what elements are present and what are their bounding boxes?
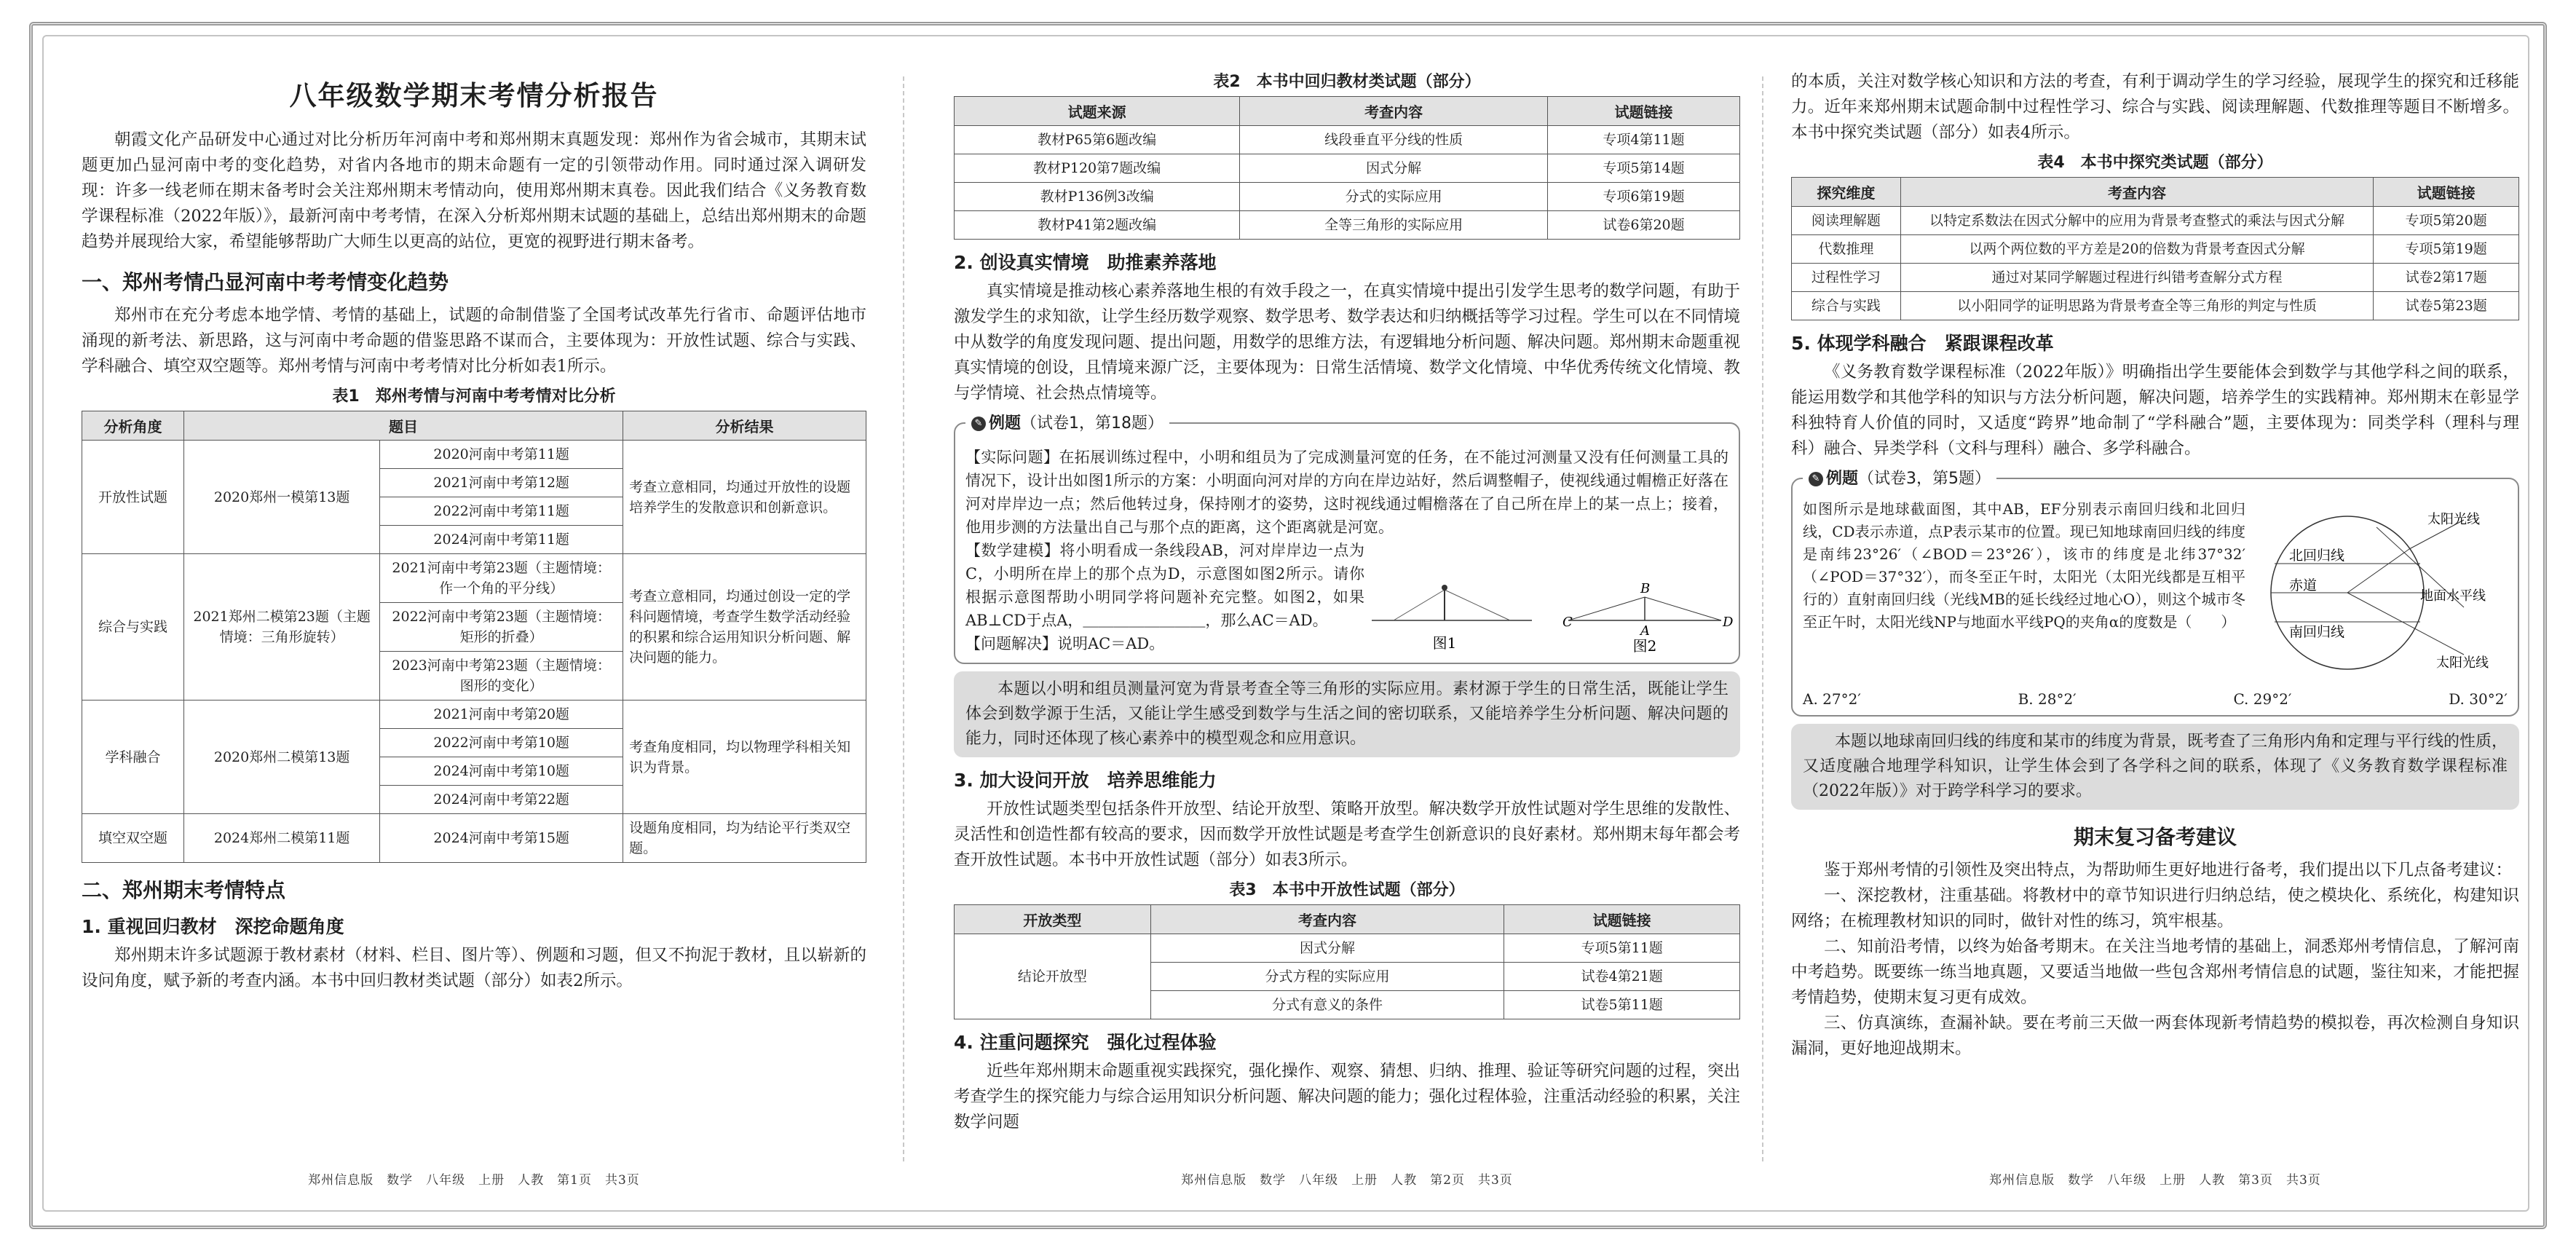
table-cell: 通过对某同学解题过程进行纠错考查解分式方程 xyxy=(1900,264,2373,292)
table-caption: 表3 本书中开放性试题（部分） xyxy=(1229,881,1465,899)
page-footer: 郑州信息版 数学 八年级 上册 人教 第2页 共3页 xyxy=(1181,1173,1513,1188)
figure-label: 太阳光线 xyxy=(2436,655,2489,671)
subsection-heading: 1. 重视回归教材 深挖命题角度 xyxy=(82,916,344,937)
example-body xyxy=(1803,498,2508,687)
table-caption: 表1 郑州考情与河南中考考情对比分析 xyxy=(332,387,616,406)
textbook-table xyxy=(954,96,1740,240)
table-cell: 以小阳同学的证明思路为背景考查全等三角形的判定与性质 xyxy=(1900,292,2373,320)
table-cell: 考查立意相同，均通过开放性的设题培养学生的发散意识和创新意识。 xyxy=(623,441,866,554)
table-cell: 试卷6第20题 xyxy=(1548,211,1740,240)
table-cell: 试卷4第21题 xyxy=(1504,963,1740,991)
example-text: 【实际问题】在拓展训练过程中，小明和组员为了完成测量河宽的任务，在不能过河测量又没有任何测量工具的情况下，设计出如图1所示的方案：小明面向河对岸的方向在岸边站好，然后调整帽子，使视线通过帽檐正好落在河对岸岸边一点；然后他转过身，保持刚才的姿势，这时视线通过帽檐落在了自己所在岸上的某一点上；接着，他用步测的方法量出自己与那个点的距离，这个距离就是河宽。 xyxy=(965,449,1728,536)
example-text: 如图所示是地球截面图，其中AB，EF分别表示南回归线和北回归线，CD表示赤道，点P表示某市的位置。现已知地球南回归线的纬度是南纬23°26′（∠BOD＝23°26′），该市的纬度是北纬37°32′（∠POD＝37°32′），而冬至正午时，太阳光（太阳光线都是互相平行的）直射南回归线（光线MB的延长线经过地心O），则这个城市冬至正午时，太阳光线NP与地面水平线PQ的夹角α的度数是（ ） xyxy=(1803,500,2245,631)
table-header: 分析结果 xyxy=(623,411,866,441)
table-cell: 综合与实践 xyxy=(1792,292,1901,320)
table-cell: 2022河南中考第23题（主题情境：矩形的折叠） xyxy=(380,603,623,652)
table-cell: 学科融合 xyxy=(82,701,184,814)
note-text: 本题以小明和组员测量河宽为背景考查全等三角形的实际应用。素材源于学生的日常生活，既能让学生体会到数学源于生活，又能让学生感受到数学与生活之间的密切联系，又能培养学生分析问题、解决问题的能力，同时还体现了核心素养中的模型观念和应用意识。 xyxy=(965,680,1728,748)
table-cell: 2024河南中考第15题 xyxy=(380,814,623,863)
table-cell: 2020郑州一模第13题 xyxy=(184,441,380,554)
table-cell: 教材P136例3改编 xyxy=(955,183,1240,211)
analysis-note xyxy=(1791,724,2519,810)
figure-label: 太阳光线 xyxy=(2427,512,2480,527)
table-header: 试题来源 xyxy=(955,97,1240,126)
page-title: 八年级数学期末考情分析报告 xyxy=(289,80,659,111)
table-cell: 综合与实践 xyxy=(82,554,184,701)
paragraph: 郑州期末许多试题源于教材素材（材料、栏目、图片等）、例题和习题，但又不拘泥于教材，且以崭新的设问角度，赋予新的考查内涵。本书中回归教材类试题（部分）如表2所示。 xyxy=(82,946,866,990)
table-cell: 分式方程的实际应用 xyxy=(1150,963,1504,991)
open-question-table xyxy=(954,904,1740,1019)
table-header: 考查内容 xyxy=(1240,97,1548,126)
river-width-figures xyxy=(1364,575,1734,655)
example-source: （试卷3，第5题） xyxy=(1858,470,1991,488)
table-header: 试题链接 xyxy=(1548,97,1740,126)
paragraph: 真实情境是推动核心素养落地生根的有效手段之一，在真实情境中提出引发学生思考的数学问题，有助于激发学生的求知欲，让学生经历数学观察、数学思考、数学表达和归纳概括等学习过程。学生可以在不同情境中从数学的角度发现问题、提出问题，用数学的思维方法，有逻辑地分析问题、解决问题。郑州期末命题重视真实情境的创设，且情境来源广泛，主要体现为：日常生活情境、数学文化情境、中华优秀传统文化情境、教与学情境、社会热点情境等。 xyxy=(954,282,1741,403)
tip-item: 一、深挖教材，注重基础。将教材中的章节知识进行归纳总结，使之模块化、系统化，构建知识网络；在梳理教材知识的同时，做针对性的练习，筑牢根基。 xyxy=(1791,886,2519,931)
example-box xyxy=(954,414,1740,664)
table-cell: 以两个两位数的平方差是20的倍数为背景考查因式分解 xyxy=(1900,235,2373,264)
table-cell: 分式的实际应用 xyxy=(1240,183,1548,211)
table-cell: 教材P65第6题改编 xyxy=(955,126,1240,154)
example-body xyxy=(965,539,1734,655)
tip-item: 三、仿真演练，查漏补缺。要在考前三天做一两套体现新考情趋势的模拟卷，再次检测自身知识漏洞，更好地迎战期末。 xyxy=(1791,1014,2519,1058)
column-divider xyxy=(1762,76,1763,1161)
person-head-icon xyxy=(1442,585,1447,591)
point-label: B xyxy=(1640,581,1651,596)
table-header: 考查内容 xyxy=(1150,905,1504,934)
example-label: 例题 xyxy=(1826,470,1859,488)
paragraph: 近些年郑州期末命题重视实践探究，强化操作、观察、猜想、归纳、推理、验证等研究问题的过程，突出考查学生的探究能力与综合运用知识分析问题、解决问题的能力；强化过程体验，注重活动经验的积累，关注数学问题 xyxy=(954,1062,1741,1132)
table-caption: 表2 本书中回归教材类试题（部分） xyxy=(1213,73,1481,91)
figure-caption: 图2 xyxy=(1632,637,1657,655)
table-cell: 线段垂直平分线的性质 xyxy=(1240,126,1548,154)
point-label: A xyxy=(1640,623,1650,639)
example-source: （试卷1，第18题） xyxy=(1021,414,1164,433)
note-text: 本题以地球南回归线的纬度和某市的纬度为背景，既考查了三角形内角和定理与平行线的性质，又适度融合地理学科知识，让学生体会到了各学科之间的联系，体现了《义务教育数学课程标准（2022年版）》对于跨学科学习的要求。 xyxy=(1803,733,2508,800)
paragraph: 郑州市在充分考虑本地学情、考情的基础上，试题的命制借鉴了全国考试改革先行省市、命题评估地市涌现的新考法、新思路，这与河南中考命题的借鉴思路不谋而合，主要体现为：开放性试题、综合与实践、学科融合、填空双空题等。郑州考情与河南中考考情对比分析如表1所示。 xyxy=(82,306,866,376)
example-box xyxy=(1791,470,2519,717)
example-text-wrap xyxy=(965,539,1364,655)
table-cell: 以特定系数法在因式分解中的应用为背景考查整式的乘法与因式分解 xyxy=(1900,207,2373,235)
table-cell: 专项5第11题 xyxy=(1504,934,1740,963)
option-item: A. 27°2′ xyxy=(1803,690,1861,708)
figure-1 xyxy=(1372,585,1532,652)
page-footer: 郑州信息版 数学 八年级 上册 人教 第1页 共3页 xyxy=(308,1173,640,1188)
figure-label: 南回归线 xyxy=(2289,624,2345,640)
table-cell: 考查角度相同，均以物理学科相关知识为背景。 xyxy=(623,701,866,814)
table-header: 考查内容 xyxy=(1900,178,2373,207)
segment-bd xyxy=(1645,597,1721,620)
radius-op xyxy=(2347,549,2409,593)
figure-2 xyxy=(1562,581,1734,655)
table-cell: 2021河南中考第20题 xyxy=(380,701,623,729)
figure-label: 地面水平线 xyxy=(2420,588,2486,604)
option-list xyxy=(1803,690,2508,708)
section-heading: 二、郑州期末考情特点 xyxy=(82,878,286,902)
table-cell: 专项5第20题 xyxy=(2374,207,2519,235)
example-icon: ✎ xyxy=(971,417,986,431)
table-cell: 教材P41第2题改编 xyxy=(955,211,1240,240)
tip-item: 二、知前沿考情，以终为始备考期末。在关注当地考情的基础上，洞悉郑州考情信息，了解河南中考趋势。既要练一练当地真题，又要适当地做一些包含郑州考情信息的试题，鉴往知来，才能把握考情趋势，使期末复习更有成效。 xyxy=(1791,937,2519,1007)
table-cell: 教材P120第7题改编 xyxy=(955,154,1240,183)
comparison-table xyxy=(82,411,866,863)
table-cell: 阅读理解题 xyxy=(1792,207,1901,235)
inquiry-table xyxy=(1791,177,2519,320)
table-header: 试题链接 xyxy=(1504,905,1740,934)
analysis-note xyxy=(954,671,1740,757)
option-item: D. 30°2′ xyxy=(2449,690,2508,708)
table-cell: 设题角度相同，均为结论平行类双空题。 xyxy=(623,814,866,863)
paragraph: 开放性试题类型包括条件开放型、结论开放型、策略开放型。解决数学开放性试题对学生思维的发散性、灵活性和创造性都有较高的要求，因而数学开放性试题是考查学生创新意识的良好素材。郑州期末每年都会考查开放性试题。本书中开放性试题（部分）如表3所示。 xyxy=(954,800,1741,869)
column-2 xyxy=(954,69,1740,1161)
figure-label: 赤道 xyxy=(2289,577,2318,593)
example-text: 【数学建模】将小明看成一条线段AB，河对岸岸边一点为C，小明所在岸上的那个点为D，示意图如图2所示。请你根据示意图帮助小明同学将问题补充完整。如图2，如果AB⊥CD于点A，＿＿＿＿＿＿＿＿，那么AC＝AD。 xyxy=(965,542,1364,629)
table-cell: 因式分解 xyxy=(1150,934,1504,963)
table-cell: 2024郑州二模第11题 xyxy=(184,814,380,863)
column-3 xyxy=(1791,69,2519,1161)
table-cell: 专项4第11题 xyxy=(1548,126,1740,154)
point-label: D xyxy=(1723,615,1734,630)
column-1 xyxy=(82,69,866,1161)
example-tag xyxy=(965,411,1169,433)
table-header: 开放类型 xyxy=(955,905,1151,934)
option-item: B. 28°2′ xyxy=(2018,690,2077,708)
table-cell: 过程性学习 xyxy=(1792,264,1901,292)
table-cell: 专项5第19题 xyxy=(2374,235,2519,264)
table-cell: 试卷5第23题 xyxy=(2374,292,2519,320)
table-header: 题目 xyxy=(184,411,623,441)
example-text-wrap xyxy=(1803,498,2245,687)
table-cell: 代数推理 xyxy=(1792,235,1901,264)
table-cell: 2021河南中考第12题 xyxy=(380,469,623,497)
table-cell: 2020河南中考第11题 xyxy=(380,441,623,469)
table-cell: 全等三角形的实际应用 xyxy=(1240,211,1548,240)
paragraph: 《义务教育数学课程标准（2022年版）》明确指出学生要能体会到数学与其他学科之间的联系，能运用数学和其他学科的知识与方法分析问题，解决问题，培养学生的实践精神。郑州期末在彰显学科独特育人价值的同时，又适度“跨界”地命制了“学科融合”题，主要体现为：同类学科（理科与理科）融合、异类学科（文科与理科）融合、多学科融合。 xyxy=(1791,363,2519,458)
section-heading: 一、郑州考情凸显河南中考考情变化趋势 xyxy=(82,270,449,294)
sight-line xyxy=(1445,590,1510,620)
subsection-heading: 5. 体现学科融合 紧跟课程改革 xyxy=(1791,333,2054,354)
table-cell: 专项6第19题 xyxy=(1548,183,1740,211)
subsection-heading: 4. 注重问题探究 强化过程体验 xyxy=(954,1032,1217,1053)
page-footer: 郑州信息版 数学 八年级 上册 人教 第3页 共3页 xyxy=(1989,1173,2321,1188)
example-text: 【问题解决】说明AC＝AD。 xyxy=(965,635,1165,652)
table-cell: 2024河南中考第10题 xyxy=(380,757,623,786)
table-cell: 2021河南中考第23题（主题情境：作一个角的平分线） xyxy=(380,554,623,603)
table-cell: 考查立意相同，均通过创设一定的学科问题情境，考查学生数学活动经验的积累和综合运用知识分析问题、解决问题的能力。 xyxy=(623,554,866,701)
table-cell: 试卷5第11题 xyxy=(1504,991,1740,1019)
table-header: 试题链接 xyxy=(2374,178,2519,207)
table-cell: 2020郑州二模第13题 xyxy=(184,701,380,814)
segment-bc xyxy=(1568,597,1645,620)
table-cell: 结论开放型 xyxy=(955,934,1151,1019)
figure-caption: 图1 xyxy=(1432,634,1457,652)
table-cell: 2024河南中考第11题 xyxy=(380,526,623,554)
subsection-heading: 3. 加大设问开放 培养思维能力 xyxy=(954,770,1217,791)
option-item: C. 29°2′ xyxy=(2233,690,2292,708)
table-cell: 2023河南中考第23题（主题情境：图形的变化） xyxy=(380,652,623,701)
table-cell: 因式分解 xyxy=(1240,154,1548,183)
table-cell: 专项5第14题 xyxy=(1548,154,1740,183)
table-cell: 2022河南中考第10题 xyxy=(380,729,623,757)
table-cell: 2022河南中考第11题 xyxy=(380,497,623,526)
table-cell: 分式有意义的条件 xyxy=(1150,991,1504,1019)
table-cell: 2021郑州二模第23题（主题情境：三角形旋转） xyxy=(184,554,380,701)
example-icon: ✎ xyxy=(1809,472,1823,486)
table-cell: 开放性试题 xyxy=(82,441,184,554)
section-heading: 期末复习备考建议 xyxy=(2073,825,2237,849)
example-tag xyxy=(1803,466,1996,489)
intro-paragraph: 朝霞文化产品研发中心通过对比分析历年河南中考和郑州期末真题发现：郑州作为省会城市，其期末试题更加凸显河南中考的变化趋势，对省内各地市的期末命题有一定的引领带动作用。同时通过深入调研发现：许多一线老师在期末备考时会关注郑州期末考情动向，使用郑州期末真卷。因此我们结合《义务教育数学课程标准（2022年版）》，最新河南中考考情，在深入分析郑州期末试题的基础上，总结出郑州期末的命题趋势并展现给大家，希望能够帮助广大师生以更高的站位，更宽的视野进行期末备考。 xyxy=(82,130,866,251)
table-cell: 填空双空题 xyxy=(82,814,184,863)
paragraph: 的本质，关注对数学核心知识和方法的考查，有利于调动学生的学习经验，展现学生的探究和迁移能力。近年来郑州期末试题命制中过程性学习、综合与实践、阅读理解题、代数推理等题目不断增多。本书中探究类试题（部分）如表4所示。 xyxy=(1791,72,2519,142)
column-divider xyxy=(903,76,904,1161)
table-cell: 2024河南中考第22题 xyxy=(380,786,623,814)
figure-label: 北回归线 xyxy=(2289,548,2345,564)
table-caption: 表4 本书中探究类试题（部分） xyxy=(2037,154,2273,172)
point-label: C xyxy=(1562,615,1573,630)
table-header: 探究维度 xyxy=(1792,178,1901,207)
table-header: 分析角度 xyxy=(82,411,184,441)
paragraph: 鉴于郑州考情的引领性及突出特点，为帮助师生更好地进行备考，我们提出以下几点备考建议： xyxy=(1824,861,2513,880)
table-cell: 试卷2第17题 xyxy=(2374,264,2519,292)
earth-section-figure xyxy=(2245,498,2508,687)
example-label: 例题 xyxy=(989,414,1022,433)
subsection-heading: 2. 创设真实情境 助推素养落地 xyxy=(954,252,1217,273)
sight-line xyxy=(1394,590,1445,620)
